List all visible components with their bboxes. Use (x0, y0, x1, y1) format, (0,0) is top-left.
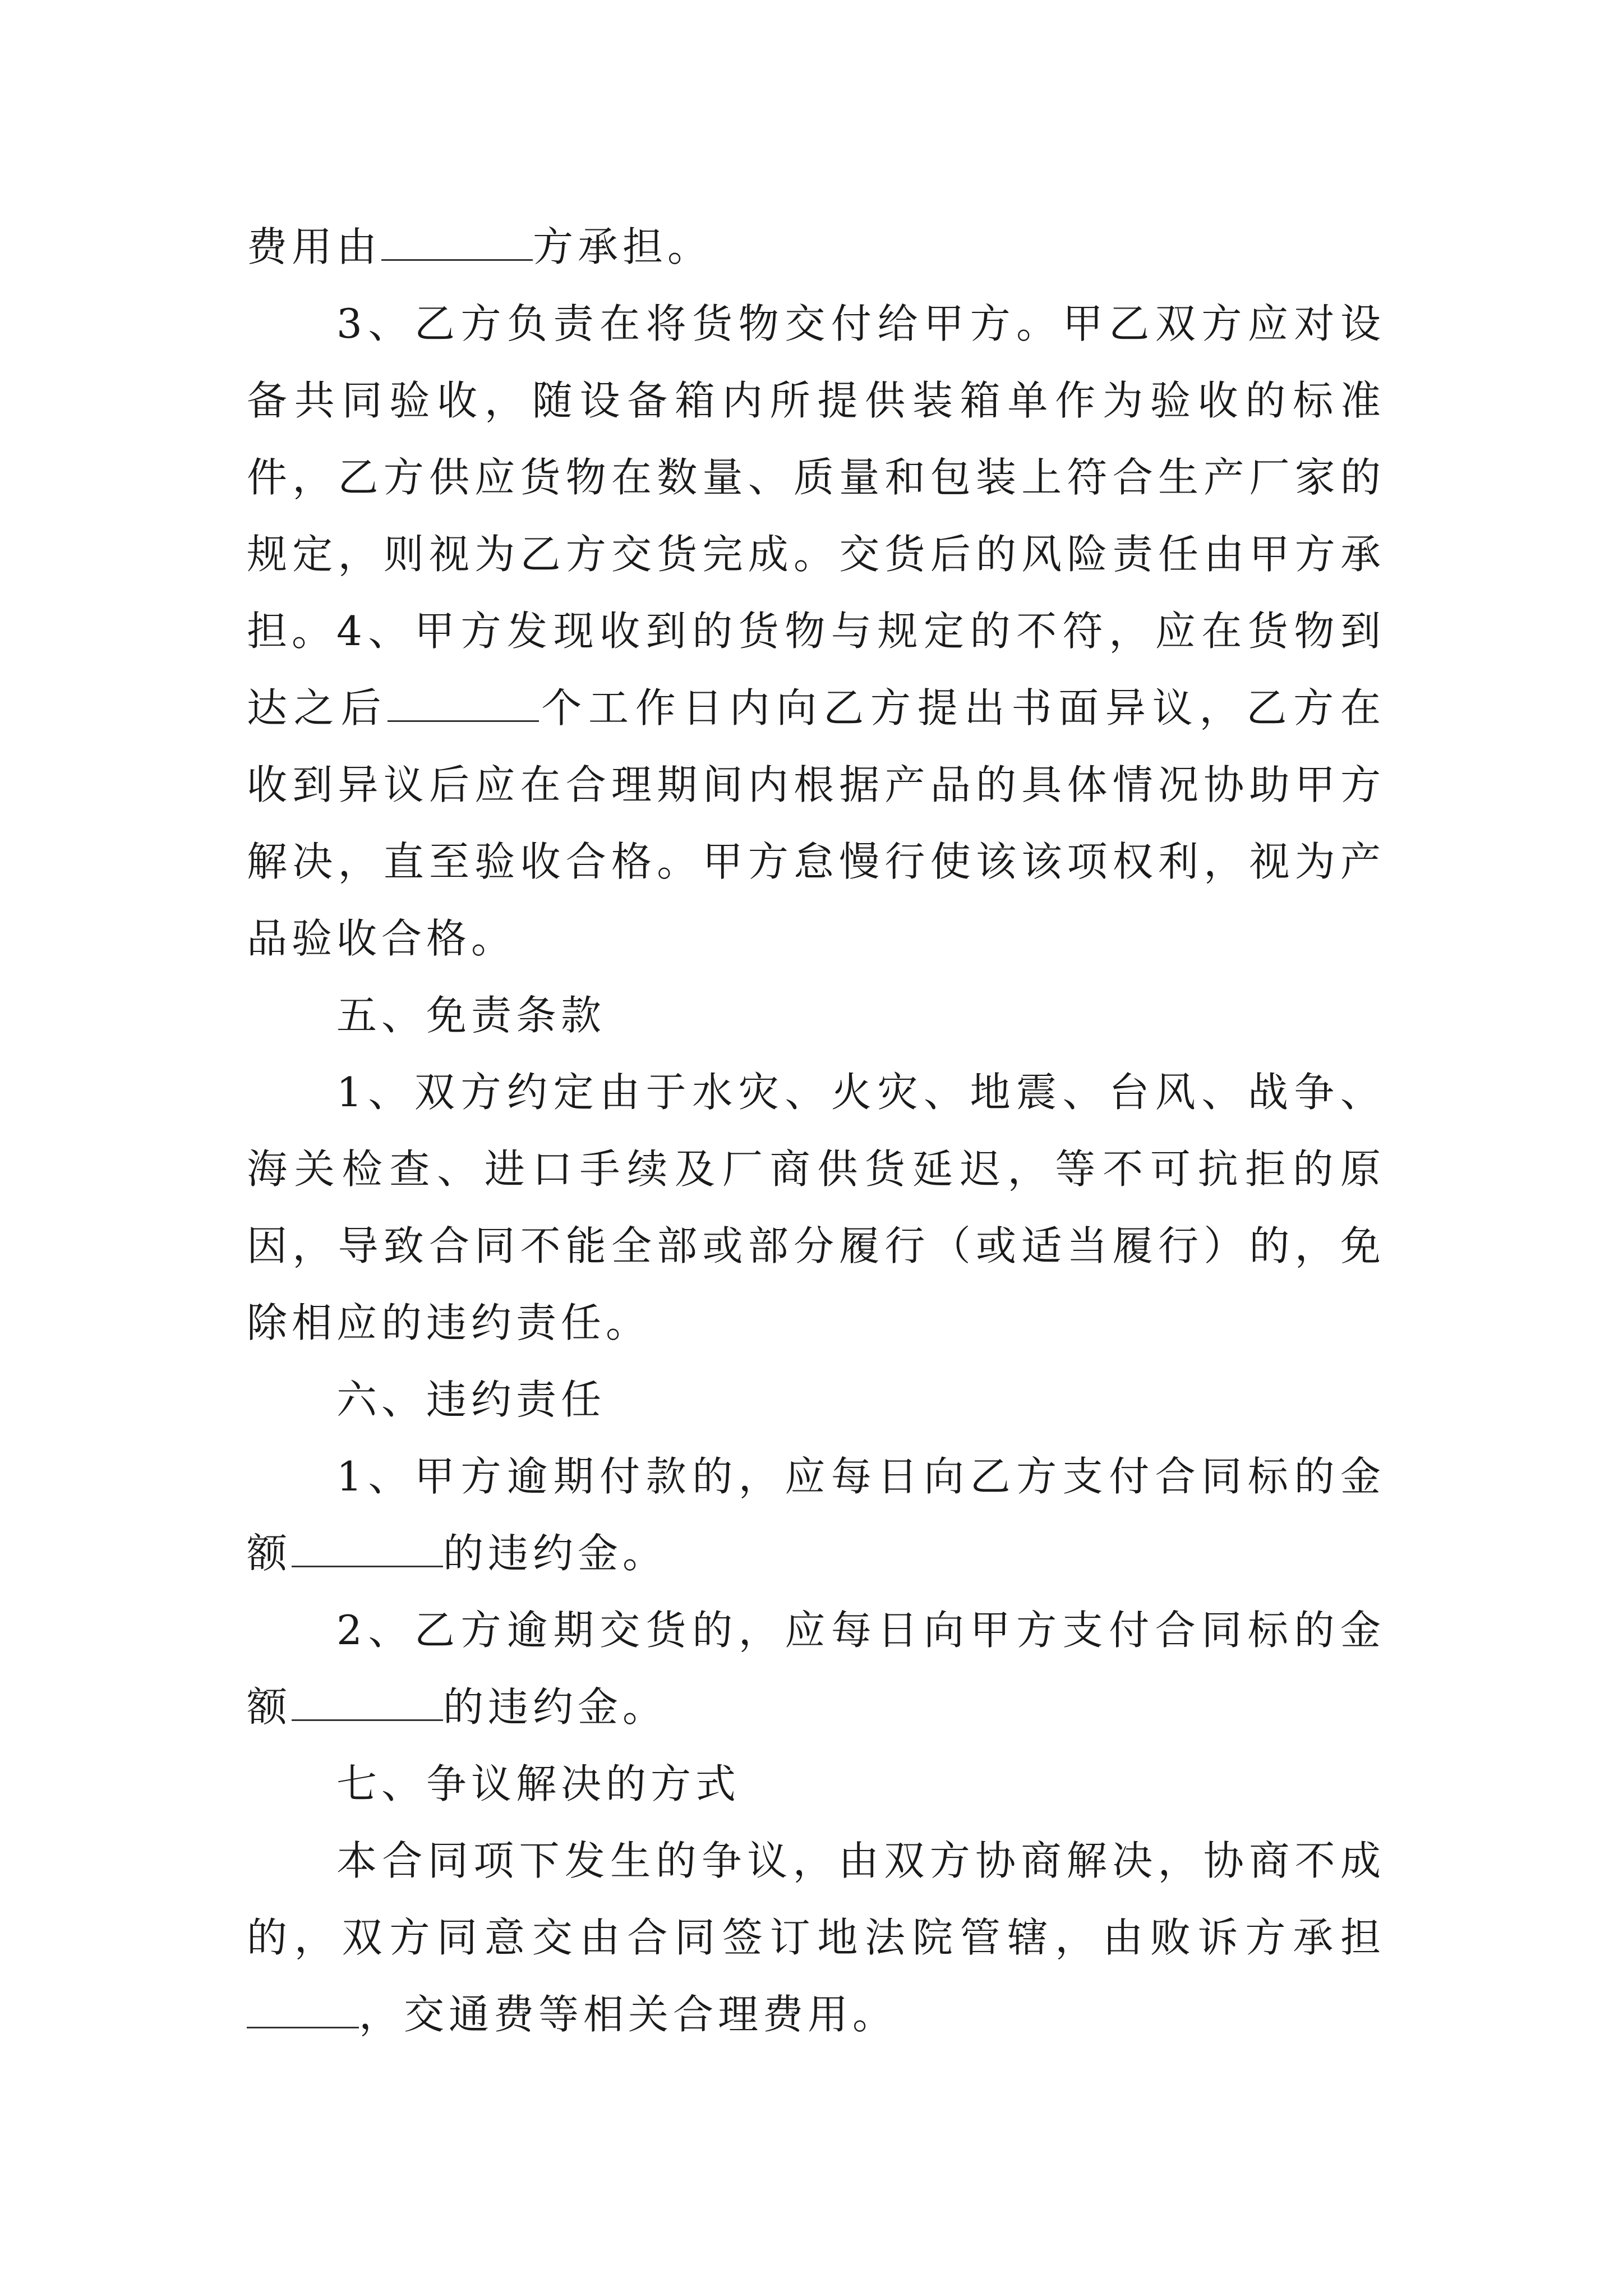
fill-in-blank (388, 680, 539, 722)
paragraph-clause-3-delivery: 3、乙方负责在将货物交付给甲方。甲乙双方应对设备共同验收，随设备箱内所提供装箱单作为验收的标准件，乙方供应货物在数量、质量和包装上符合生产厂家的规定，则视为乙方交货完成。交货后的风险责任由甲方承担。 (247, 300, 1385, 655)
text-segment: 1、甲方逾期付款的，应每日向乙方支付合同标的金额 (247, 1453, 1385, 1577)
section-heading-liability: 六、违约责任 (336, 1376, 606, 1423)
text-segment: ，交通费等相关合理费用。 (359, 1991, 898, 2038)
fill-in-blank (381, 219, 533, 261)
text-segment: 4、甲方发现收到的货物与规定的不符，应在货物到达之后 (247, 608, 1385, 731)
text-segment: 的违约金。 (443, 1683, 668, 1731)
paragraph-dispute-resolution (247, 1823, 1385, 2053)
paragraph-clause-4-objection (247, 593, 1385, 977)
text-segment: 方承担。 (533, 223, 713, 270)
paragraph-cost-bearing (247, 209, 1385, 286)
section-heading-dispute: 七、争议解决的方式 (336, 1760, 741, 1807)
text-segment: 个工作日内向乙方提出书面异议，乙方在收到异议后应在合理期间内根据产品的具体情况协助甲方解决，直至验收合格。甲方怠慢行使该该项权利，视为产品验收合格。 (247, 684, 1385, 962)
text-segment: 费用由 (247, 223, 382, 270)
text-segment: 本合同项下发生的争议，由双方协商解决，协商不成的，双方同意交由合同签订地法院管辖，由败诉方承担 (247, 1837, 1385, 1961)
fill-in-blank (292, 1525, 443, 1567)
text-segment: 2、乙方逾期交货的，应每日向甲方支付合同标的金额 (247, 1607, 1385, 1731)
paragraph-late-delivery (247, 1592, 1385, 1746)
fill-in-blank (247, 1986, 359, 2028)
fill-in-blank (292, 1679, 443, 1721)
text-segment: 的违约金。 (443, 1530, 668, 1577)
section-heading-exemption: 五、免责条款 (336, 992, 606, 1039)
paragraph-late-payment (247, 1438, 1385, 1592)
paragraph-force-majeure: 1、双方约定由于水灾、火灾、地震、台风、战争、海关检查、进口手续及厂商供货延迟，等不可抗拒的原因，导致合同不能全部或部分履行（或适当履行）的，免除相应的违约责任。 (247, 1069, 1385, 1346)
